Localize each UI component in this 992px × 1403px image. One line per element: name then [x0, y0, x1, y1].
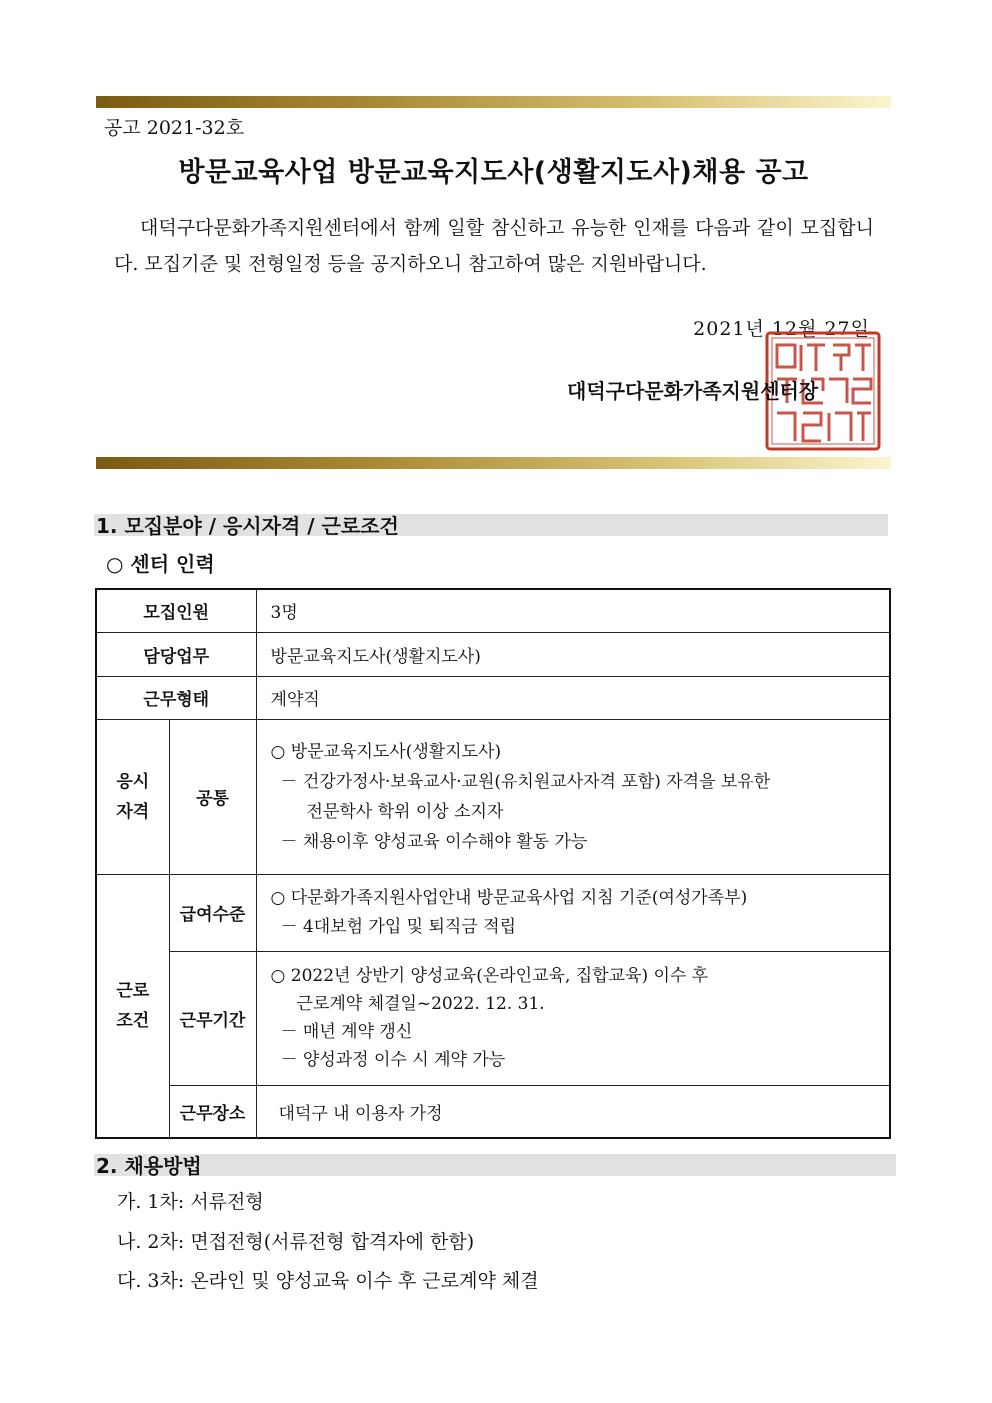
- bottom-gold-bar: [96, 457, 891, 469]
- recruit-value: 3명: [256, 589, 890, 632]
- work-conditions-label: [96, 874, 169, 1138]
- qualification-label: [96, 719, 169, 874]
- table-row: [96, 719, 890, 874]
- list-item: 다. 3차: 온라인 및 양성교육 이수 후 근로계약 체결: [117, 1270, 539, 1292]
- list-item: ○ 방문교육지도사(생활지도사): [270, 741, 502, 762]
- list-item: － 양성과정 이수 시 계약 가능: [280, 1050, 506, 1070]
- list-item: 근로계약 체결일~2022. 12. 31.: [296, 994, 545, 1014]
- period-label: 근무기간: [169, 951, 256, 1085]
- recruit-label: 모집인원: [96, 589, 256, 632]
- list-item: － 4대보험 가입 및 퇴직금 적립: [280, 916, 516, 937]
- list-item: ○ 다문화가족지원사업안내 방문교육사업 지침 기준(여성가족부): [270, 887, 748, 908]
- list-item: － 매년 계약 갱신: [280, 1022, 413, 1042]
- salary-details: [256, 874, 890, 951]
- qualification-label-line2: 자격: [116, 801, 150, 822]
- recruitment-table: [95, 588, 891, 1139]
- list-item: 전문학사 학위 이상 소지자: [306, 801, 504, 822]
- table-row: [96, 951, 890, 1085]
- section-2-heading: 2. 채용방법: [94, 1154, 896, 1176]
- qualification-common-label: 공통: [169, 719, 256, 874]
- list-item: － 건강가정사·보육교사·교원(유치원교사자격 포함) 자격을 보유한: [280, 771, 771, 792]
- work-conditions-label-line1: 근로: [116, 980, 150, 1001]
- list-item: 가. 1차: 서류전형: [117, 1191, 264, 1213]
- qualification-label-line1: 응시: [116, 771, 150, 792]
- list-item: 나. 2차: 면접전형(서류전형 합격자에 한함): [117, 1231, 475, 1253]
- page-title: 방문교육사업 방문교육지도사(생활지도사)채용 공고: [178, 157, 809, 188]
- salary-label: 급여수준: [169, 874, 256, 951]
- duty-label: 담당업무: [96, 632, 256, 676]
- table-row: [96, 589, 890, 632]
- work-conditions-label-line2: 조건: [116, 1010, 150, 1031]
- subsection-heading: ○ 센터 인력: [106, 552, 215, 576]
- place-label: 근무장소: [169, 1085, 256, 1138]
- table-row: [96, 874, 890, 951]
- period-details: [256, 951, 890, 1085]
- table-row: [96, 676, 890, 719]
- signer-name: 대덕구다문화가족지원센터장: [567, 379, 819, 403]
- intro-paragraph: 대덕구다문화가족지원센터에서 함께 일할 참신하고 유능한 인재를 다음과 같이 모집합니다. 모집기준 및 전형일정 등을 공지하오니 참고하여 많은 지원바랍니다.: [114, 217, 874, 275]
- list-item: ○ 2022년 상반기 양성교육(온라인교육, 집합교육) 이수 후: [270, 966, 709, 986]
- table-row: [96, 632, 890, 676]
- top-gold-bar: [96, 96, 891, 108]
- notice-number: 공고 2021-32호: [104, 117, 245, 139]
- notice-date: 2021년 12월 27일: [693, 318, 870, 340]
- qualification-details: [256, 719, 890, 874]
- type-value: 계약직: [256, 676, 890, 719]
- table-row: [96, 1085, 890, 1138]
- section-1-heading: 1. 모집분야 / 응시자격 / 근로조건: [94, 514, 888, 536]
- place-value: 대덕구 내 이용자 가정: [256, 1085, 890, 1138]
- list-item: － 채용이후 양성교육 이수해야 활동 가능: [280, 831, 588, 852]
- duty-value: 방문교육지도사(생활지도사): [256, 632, 890, 676]
- type-label: 근무형태: [96, 676, 256, 719]
